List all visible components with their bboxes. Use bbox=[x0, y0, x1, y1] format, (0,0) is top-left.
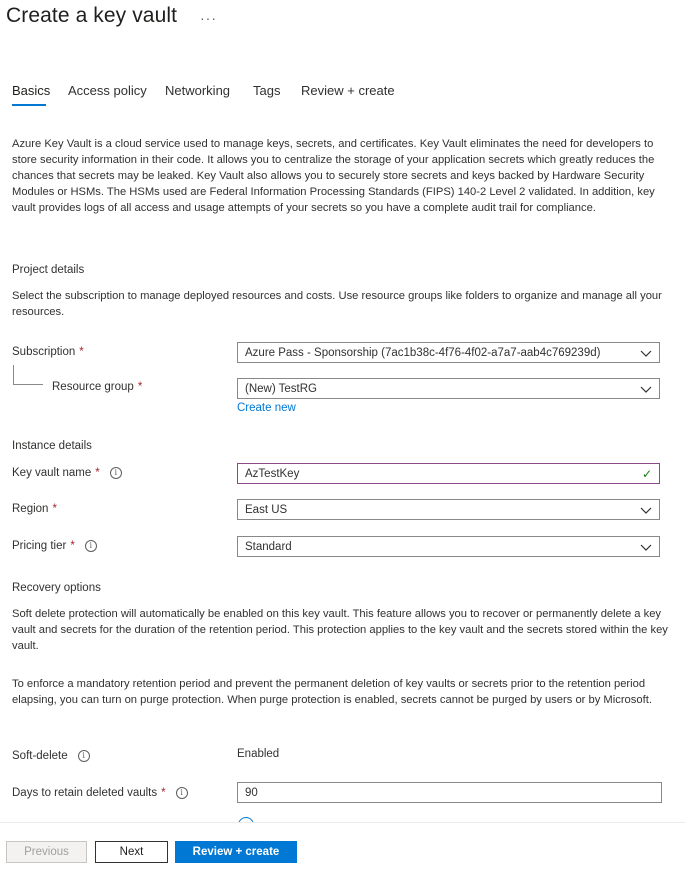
create-new-link[interactable]: Create new bbox=[237, 402, 296, 414]
project-details-heading: Project details bbox=[12, 264, 85, 276]
key-vault-name-label bbox=[12, 467, 122, 479]
pricing-tier-select[interactable] bbox=[237, 536, 660, 557]
review-create-button[interactable]: Review + create bbox=[175, 841, 297, 863]
region-label bbox=[12, 503, 57, 515]
resource-group-value: (New) TestRG bbox=[245, 382, 317, 395]
radio-option-partial[interactable] bbox=[238, 817, 254, 833]
required-marker: * bbox=[52, 503, 57, 515]
key-vault-name-input[interactable] bbox=[237, 463, 660, 484]
checkmark-icon: ✓ bbox=[641, 467, 652, 481]
instance-details-heading: Instance details bbox=[12, 440, 92, 452]
soft-delete-description: Soft delete protection will automatically be enabled on this key vault. This feature allows you to recover or permanently delete a key vault and secrets for the duration of the retention period. This protection applies to the key vault and the secrets stored within the key vault. bbox=[12, 608, 668, 652]
chevron-down-icon bbox=[640, 504, 652, 516]
pricing-tier-value: Standard bbox=[245, 540, 292, 553]
subscription-select[interactable] bbox=[237, 342, 660, 363]
required-marker: * bbox=[79, 346, 84, 358]
intro-text: Azure Key Vault is a cloud service used to manage keys, secrets, and certificates. Key Vault eliminates the need for developers to store security information in their code. It allows you to centralize the storage of your application secrets which greatly reduces the chances that secrets may be leaked. Key Vault also allows you to securely store secrets and keys backed by Hardware Security Modules or HSMs. The HSMs used are Federal Information Processing Standards (FIPS) 140-2 Level 2 validated. In addition, key vault provides logs of all access and usage attempts of your secrets so you have a complete audit trail for compliance. bbox=[12, 138, 655, 214]
region-value: East US bbox=[245, 503, 288, 516]
resource-group-label bbox=[52, 381, 142, 393]
purge-protection-description: To enforce a mandatory retention period and prevent the permanent deletion of key vaults or secrets prior to the retention period elapsing, you can turn on purge protection. When purge protection is enabled, secrets cannot be purged by users or by Microsoft. bbox=[12, 678, 652, 706]
required-marker: * bbox=[70, 540, 75, 552]
info-icon[interactable]: i bbox=[176, 787, 188, 799]
days-to-retain-input[interactable] bbox=[237, 782, 662, 803]
footer-divider bbox=[0, 822, 685, 823]
key-vault-name-label-text: Key vault name bbox=[12, 467, 92, 479]
chevron-down-icon bbox=[640, 383, 652, 395]
tab-tags[interactable]: Tags bbox=[253, 83, 281, 98]
days-to-retain-label bbox=[12, 787, 188, 799]
soft-delete-label bbox=[12, 750, 90, 762]
resource-group-label-text: Resource group bbox=[52, 381, 134, 393]
required-marker: * bbox=[95, 467, 100, 479]
chevron-down-icon bbox=[640, 347, 652, 359]
recovery-options-heading: Recovery options bbox=[12, 582, 101, 594]
region-label-text: Region bbox=[12, 503, 49, 515]
days-to-retain-label-text: Days to retain deleted vaults bbox=[12, 787, 158, 799]
info-icon[interactable]: i bbox=[110, 467, 122, 479]
info-icon[interactable]: i bbox=[85, 540, 97, 552]
pricing-tier-label bbox=[12, 540, 97, 552]
tree-connector bbox=[13, 365, 14, 384]
tab-review-create[interactable]: Review + create bbox=[301, 83, 395, 98]
tab-access-policy[interactable]: Access policy bbox=[68, 83, 147, 98]
subscription-label-text: Subscription bbox=[12, 346, 76, 358]
previous-button[interactable]: Previous bbox=[6, 841, 87, 863]
tab-networking[interactable]: Networking bbox=[165, 83, 231, 98]
required-marker: * bbox=[137, 381, 143, 393]
tree-connector bbox=[13, 384, 43, 385]
active-tab-indicator bbox=[12, 104, 46, 106]
soft-delete-status: Enabled bbox=[237, 748, 280, 760]
project-details-description: Select the subscription to manage deployed resources and costs. Use resource groups like folders to organize and manage all your resources. bbox=[12, 290, 662, 318]
soft-delete-label-text: Soft-delete bbox=[12, 750, 68, 762]
region-select[interactable] bbox=[237, 499, 660, 520]
chevron-down-icon bbox=[640, 541, 652, 553]
days-to-retain-value: 90 bbox=[245, 786, 258, 799]
subscription-value: Azure Pass - Sponsorship (7ac1b38c-4f76-4f02-a7a7-aab4c769239d) bbox=[245, 346, 601, 359]
tab-basics[interactable]: Basics bbox=[12, 83, 51, 98]
info-icon[interactable]: i bbox=[78, 750, 90, 762]
key-vault-name-value: AzTestKey bbox=[245, 467, 300, 480]
resource-group-select[interactable] bbox=[237, 378, 660, 399]
page-title: Create a key vault bbox=[6, 4, 178, 27]
pricing-tier-label-text: Pricing tier bbox=[12, 540, 67, 552]
required-marker: * bbox=[161, 787, 166, 799]
more-options-icon[interactable]: ··· bbox=[200, 10, 217, 26]
subscription-label bbox=[12, 346, 84, 358]
next-button[interactable]: Next bbox=[95, 841, 168, 863]
